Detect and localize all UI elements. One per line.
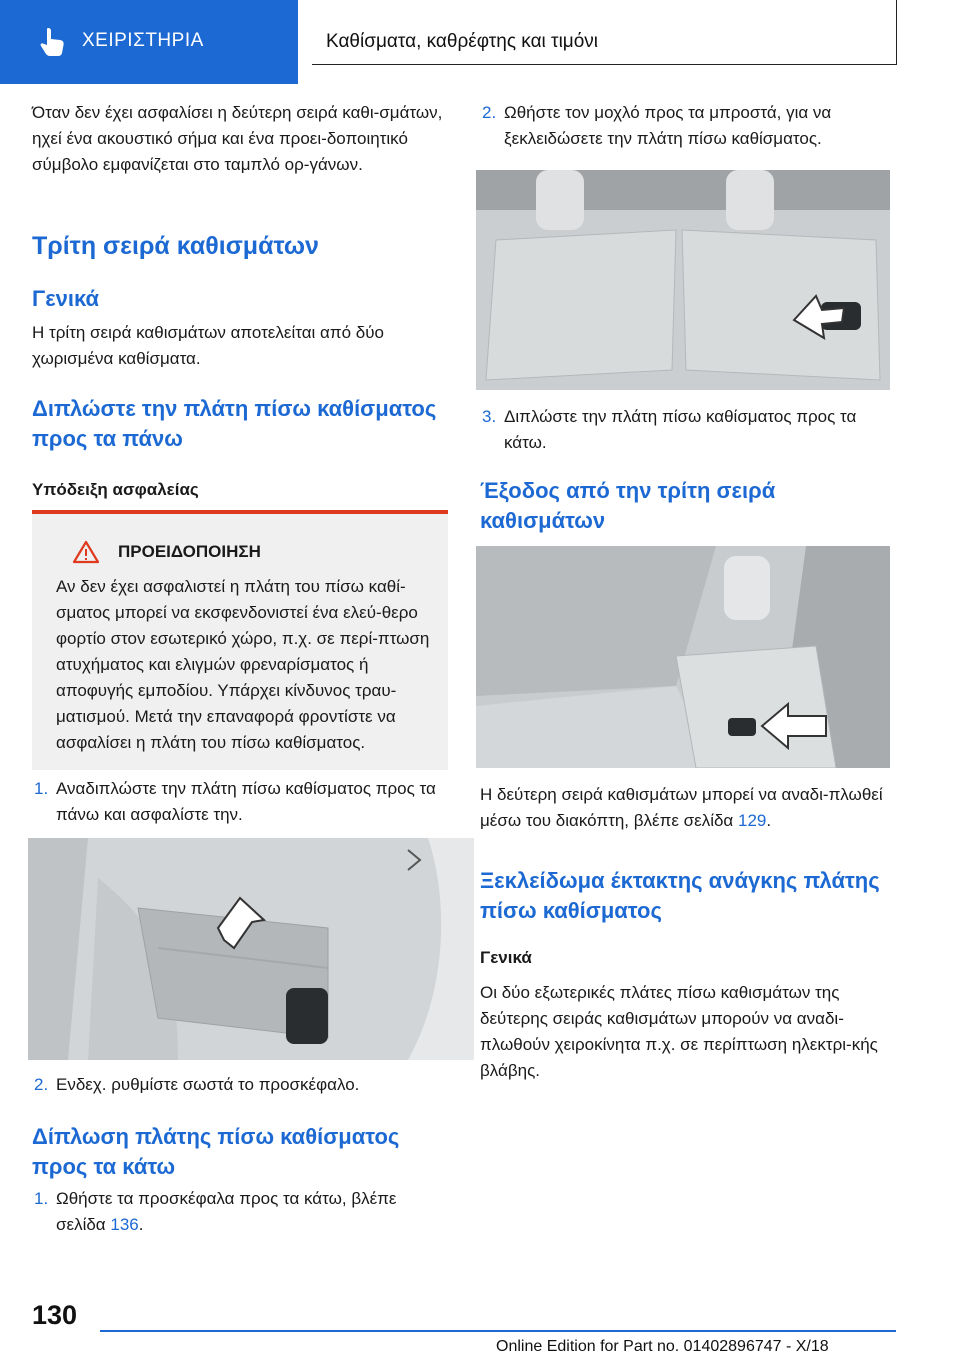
step-number: 3. — [482, 407, 497, 426]
step-text: Ενδεχ. ρυθμίστε σωστά το προσκέφαλο. — [56, 1075, 360, 1094]
step-fold-up-1 — [32, 776, 448, 828]
heading-exit-third-row: Έξοδος από την τρίτη σειρά καθισμάτων — [480, 478, 776, 533]
section-title: ΧΕΙΡΙΣΤΗΡΙΑ — [82, 30, 204, 51]
heading-emergency-unlock: Ξεκλείδωμα έκτακτης ανάγκης πλάτης πίσω καθίσματος — [480, 868, 880, 923]
emergency-paragraph: Οι δύο εξωτερικές πλάτες πίσω καθισμάτων της δεύτερης σειράς καθισμάτων μπορούν να αναδι-πλωθούν χειροκίνητα π.χ. σε περίπτωση ηλεκτρι-κής βλάβης. — [480, 983, 878, 1080]
heading-third-row: Τρίτη σειρά καθισμάτων — [32, 232, 319, 260]
heading-general: Γενικά — [32, 286, 100, 311]
intro-paragraph: Όταν δεν έχει ασφαλίσει η δεύτερη σειρά καθι-σμάτων, ηχεί ένα ακουστικό σήμα και ένα προει-δοποιητικό σύμβολο εμφανίζεται στο ταμπλό ορ-γάνων. — [32, 103, 443, 174]
heading-fold-up: Διπλώστε την πλάτη πίσω καθίσματος προς τα πάνω — [32, 396, 437, 451]
chapter-header — [312, 0, 897, 65]
chapter-title: Καθίσματα, καθρέφτης και τιμόνι — [326, 31, 599, 52]
edition-note: Online Edition for Part no. 01402896747 - X/18 — [496, 1338, 829, 1355]
warning-text: Αν δεν έχει ασφαλιστεί η πλάτη του πίσω καθί-σματος μπορεί να εκσφενδονιστεί ένα ελεύ-θερο φορτίο στον εσωτερικό χώρο, π.χ. σε περί-πτωση ατυχήματος και ελιγμών φρεναρίσματος ή αποφυγής εμποδίου. Υπάρχει κίνδυνος τραυ-ματισμού. Μετά την επαναφορά φροντίστε να ασφαλίσει η πλάτη του πίσω καθίσματος. — [56, 577, 430, 752]
illustration-seat-fold-up — [28, 838, 474, 1060]
step-fold-down-2 — [480, 100, 896, 152]
warning-title: ΠΡΟΕΙΔΟΠΟΙΗΣΗ — [118, 542, 261, 561]
page-number: 130 — [32, 1300, 78, 1330]
hand-pointer-icon — [40, 26, 66, 56]
heading-fold-down: Δίπλωση πλάτης πίσω καθίσματος προς τα κάτω — [32, 1124, 400, 1179]
warning-box — [32, 510, 448, 770]
illustration-seat-lever — [476, 170, 890, 390]
step-fold-up-2 — [32, 1072, 448, 1098]
general-paragraph: Η τρίτη σειρά καθισμάτων αποτελείται από δύο χωρισμένα καθίσματα. — [32, 323, 384, 368]
step-text: Αναδιπλώστε την πλάτη πίσω καθίσματος προς τα πάνω και ασφαλίστε την. — [56, 779, 436, 824]
page-link-136[interactable]: 136 — [110, 1215, 139, 1234]
step-text-end: . — [138, 1215, 144, 1234]
exit-text: Η δεύτερη σειρά καθισμάτων μπορεί να αναδι-πλωθεί μέσω του διακόπτη, βλέπε σελίδα — [480, 785, 883, 830]
step-text: Ωθήστε τα προσκέφαλα προς τα κάτω, βλέπε σελίδα — [56, 1189, 397, 1234]
step-fold-down-1 — [32, 1186, 448, 1238]
step-number: 1. — [34, 1189, 49, 1208]
step-number: 2. — [482, 103, 497, 122]
step-text: Διπλώστε την πλάτη πίσω καθίσματος προς τα κάτω. — [504, 407, 857, 452]
footer-divider — [100, 1330, 896, 1332]
heading-general-2: Γενικά — [480, 948, 532, 967]
exit-paragraph — [480, 782, 896, 834]
heading-safety: Υπόδειξη ασφαλείας — [32, 480, 199, 499]
section-tab[interactable] — [0, 0, 298, 84]
exit-text-end: . — [766, 811, 772, 830]
step-fold-down-3 — [480, 404, 896, 456]
warning-triangle-icon — [72, 540, 100, 564]
step-number: 2. — [34, 1075, 49, 1094]
page-link-129[interactable]: 129 — [737, 811, 767, 830]
step-text: Ωθήστε τον μοχλό προς τα μπροστά, για να ξεκλειδώσετε την πλάτη πίσω καθίσματος. — [504, 103, 832, 148]
step-number: 1. — [34, 779, 49, 798]
illustration-exit-switch — [476, 546, 890, 768]
